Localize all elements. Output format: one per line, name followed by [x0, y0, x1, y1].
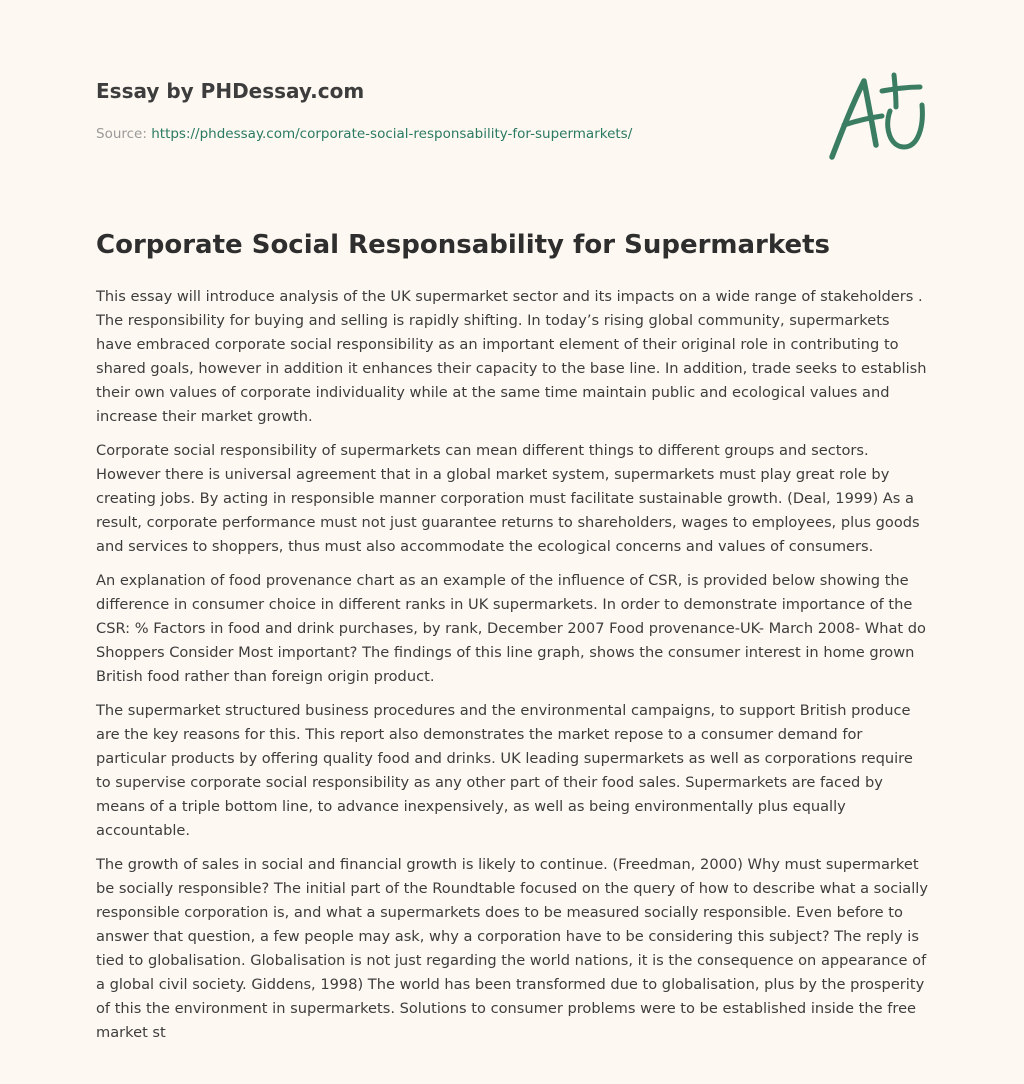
- site-title: Essay by PHDessay.com: [96, 79, 365, 103]
- essay-paragraph: The growth of sales in social and financial growth is likely to continue. (Freedman, 2000) Why must supermarket be socially responsible? The initial part of the Roundtable focused on the query of how to describe what a socially responsible corporation is, and what a supermarkets does to be measured socially responsible. Even before to answer that question, a few people may ask, why a corporation have to be considering this subject? The reply is tied to globalisation. Globalisation is not just regarding the world nations, it is the consequence on appearance of a global civil society. Giddens, 1998) The world has been transformed due to globalisation, plus by the prosperity of this the environment in supermarkets. Solutions to consumer problems were to be established inside the free market st: [96, 856, 928, 1041]
- essay-paragraph: An explanation of food provenance chart as an example of the influence of CSR, is provided below showing the difference in consumer choice in different ranks in UK supermarkets. In order to demonstrate importance of the CSR: % Factors in food and drink purchases, by rank, December 2007 Food provenance-UK- March 2008- What do Shoppers Consider Most important? The findings of this line graph, shows the consumer interest in home grown British food rather than foreign origin product.: [96, 572, 926, 685]
- source-line: [96, 124, 632, 144]
- essay-body: [96, 285, 928, 1055]
- page-header: [96, 77, 928, 167]
- essay-paragraph: The supermarket structured business procedures and the environmental campaigns, to support British produce are the key reasons for this. This report also demonstrates the market repose to a consumer demand for particular products by offering quality food and drinks. UK leading supermarkets as well as corporations require to supervise corporate social responsibility as any other part of their food sales. Supermarkets are faced by means of a triple bottom line, to advance inexpensively, as well as being environmentally plus equally accountable.: [96, 702, 913, 839]
- a-plus-logo-icon: [824, 71, 928, 163]
- source-label: Source:: [96, 126, 152, 142]
- source-link[interactable]: https://phdessay.com/corporate-social-responsability-for-supermarkets/: [151, 126, 633, 142]
- essay-title: Corporate Social Responsability for Supermarkets: [96, 230, 830, 260]
- essay-paragraph: This essay will introduce analysis of the UK supermarket sector and its impacts on a wide range of stakeholders . The responsibility for buying and selling is rapidly shifting. In today’s rising global community, supermarkets have embraced corporate social responsibility as an important element of their original role in contributing to shared goals, however in addition it enhances their capacity to the base line. In addition, trade seeks to establish their own values of corporate individuality while at the same time maintain public and ecological values and increase their market growth.: [96, 288, 927, 425]
- essay-paragraph: Corporate social responsibility of supermarkets can mean different things to different groups and sectors. However there is universal agreement that in a global market system, supermarkets must play great role by creating jobs. By acting in responsible manner corporation must facilitate sustainable growth. (Deal, 1999) As a result, corporate performance must not just guarantee returns to shareholders, wages to employees, plus goods and services to shoppers, thus must also accommodate the ecological concerns and values of consumers.: [96, 442, 920, 555]
